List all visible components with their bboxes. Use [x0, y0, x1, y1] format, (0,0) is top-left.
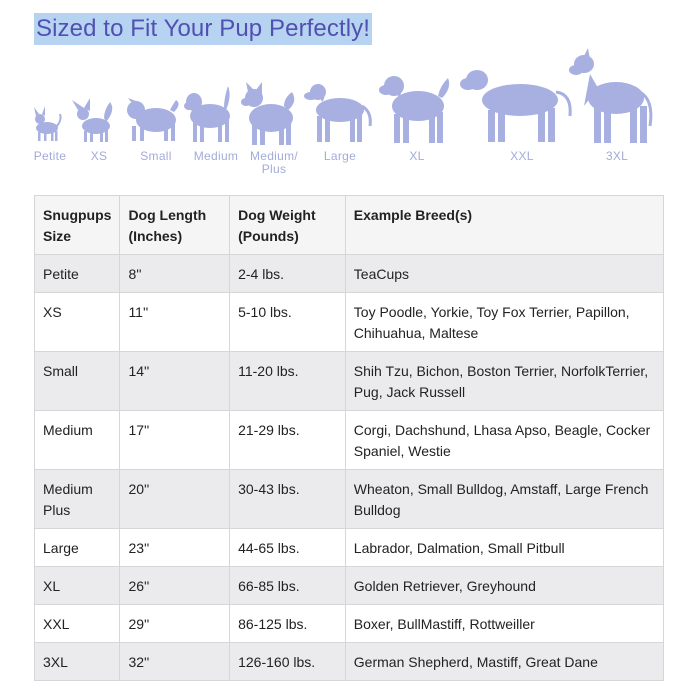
size-cell: Medium Plus — [35, 470, 120, 529]
length-cell: 23'' — [120, 529, 230, 567]
length-cell: 26'' — [120, 567, 230, 605]
dog-size-illustration — [0, 48, 687, 183]
papillon-icon — [72, 98, 112, 142]
dog-label-xs: XS — [90, 149, 108, 163]
length-cell: 29'' — [120, 605, 230, 643]
weight-cell: 66-85 lbs. — [230, 567, 346, 605]
shiba-icon — [241, 82, 294, 145]
size-cell: Medium — [35, 411, 120, 470]
page-title: Sized to Fit Your Pup Perfectly! — [34, 13, 372, 45]
weight-cell: 11-20 lbs. — [230, 352, 346, 411]
length-cell: 20'' — [120, 470, 230, 529]
length-cell: 14'' — [120, 352, 230, 411]
weight-cell: 44-65 lbs. — [230, 529, 346, 567]
table-row — [35, 411, 664, 470]
breeds-cell: Golden Retriever, Greyhound — [345, 567, 663, 605]
dog-label-small: Small — [140, 149, 172, 163]
dog-label-3xl: 3XL — [605, 149, 629, 163]
chihuahua-icon — [34, 106, 61, 141]
header-weight: Dog Weight (Pounds) — [230, 196, 346, 255]
size-cell: Small — [35, 352, 120, 411]
breeds-cell: TeaCups — [345, 255, 663, 293]
table-row — [35, 567, 664, 605]
dog-label-medium-plus-line2: Plus — [261, 162, 287, 176]
weight-cell: 86-125 lbs. — [230, 605, 346, 643]
table-row — [35, 605, 664, 643]
pug-icon — [127, 98, 179, 141]
breeds-cell: Toy Poodle, Yorkie, Toy Fox Terrier, Papillon, Chihuahua, Maltese — [345, 293, 663, 352]
header-size: Snugpups Size — [35, 196, 120, 255]
table-row — [35, 470, 664, 529]
size-chart-table — [34, 195, 664, 681]
header-breeds: Example Breed(s) — [345, 196, 663, 255]
table-row — [35, 529, 664, 567]
size-cell: XS — [35, 293, 120, 352]
breeds-cell: Labrador, Dalmation, Small Pitbull — [345, 529, 663, 567]
length-cell: 8'' — [120, 255, 230, 293]
boxer-icon — [460, 70, 570, 142]
labrador-icon — [304, 84, 370, 142]
breeds-cell: German Shepherd, Mastiff, Great Dane — [345, 643, 663, 681]
weight-cell: 126-160 lbs. — [230, 643, 346, 681]
size-cell: 3XL — [35, 643, 120, 681]
dog-label-medium-plus — [244, 150, 304, 176]
length-cell: 11'' — [120, 293, 230, 352]
length-cell: 17'' — [120, 411, 230, 470]
table-row — [35, 255, 664, 293]
breeds-cell: Boxer, BullMastiff, Rottweiller — [345, 605, 663, 643]
beagle-icon — [184, 86, 230, 142]
table-row — [35, 643, 664, 681]
dog-label-medium-plus-line1: Medium/ — [249, 149, 299, 163]
dog-label-xl: XL — [409, 149, 425, 163]
weight-cell: 2-4 lbs. — [230, 255, 346, 293]
size-cell: XL — [35, 567, 120, 605]
length-cell: 32'' — [120, 643, 230, 681]
header-length: Dog Length (Inches) — [120, 196, 230, 255]
table-header-row — [35, 196, 664, 255]
dog-label-petite: Petite — [33, 149, 67, 163]
breeds-cell: Shih Tzu, Bichon, Boston Terrier, NorfolkTerrier, Pug, Jack Russell — [345, 352, 663, 411]
dog-label-medium: Medium — [193, 149, 239, 163]
table-row — [35, 352, 664, 411]
weight-cell: 30-43 lbs. — [230, 470, 346, 529]
size-cell: Petite — [35, 255, 120, 293]
dog-label-xxl: XXL — [510, 149, 534, 163]
breeds-cell: Corgi, Dachshund, Lhasa Apso, Beagle, Cocker Spaniel, Westie — [345, 411, 663, 470]
retriever-icon — [379, 76, 449, 143]
dog-label-large: Large — [323, 149, 357, 163]
table-row — [35, 293, 664, 352]
size-cell: XXL — [35, 605, 120, 643]
size-cell: Large — [35, 529, 120, 567]
breeds-cell: Wheaton, Small Bulldog, Amstaff, Large French Bulldog — [345, 470, 663, 529]
weight-cell: 5-10 lbs. — [230, 293, 346, 352]
great-dane-icon — [569, 48, 651, 143]
weight-cell: 21-29 lbs. — [230, 411, 346, 470]
